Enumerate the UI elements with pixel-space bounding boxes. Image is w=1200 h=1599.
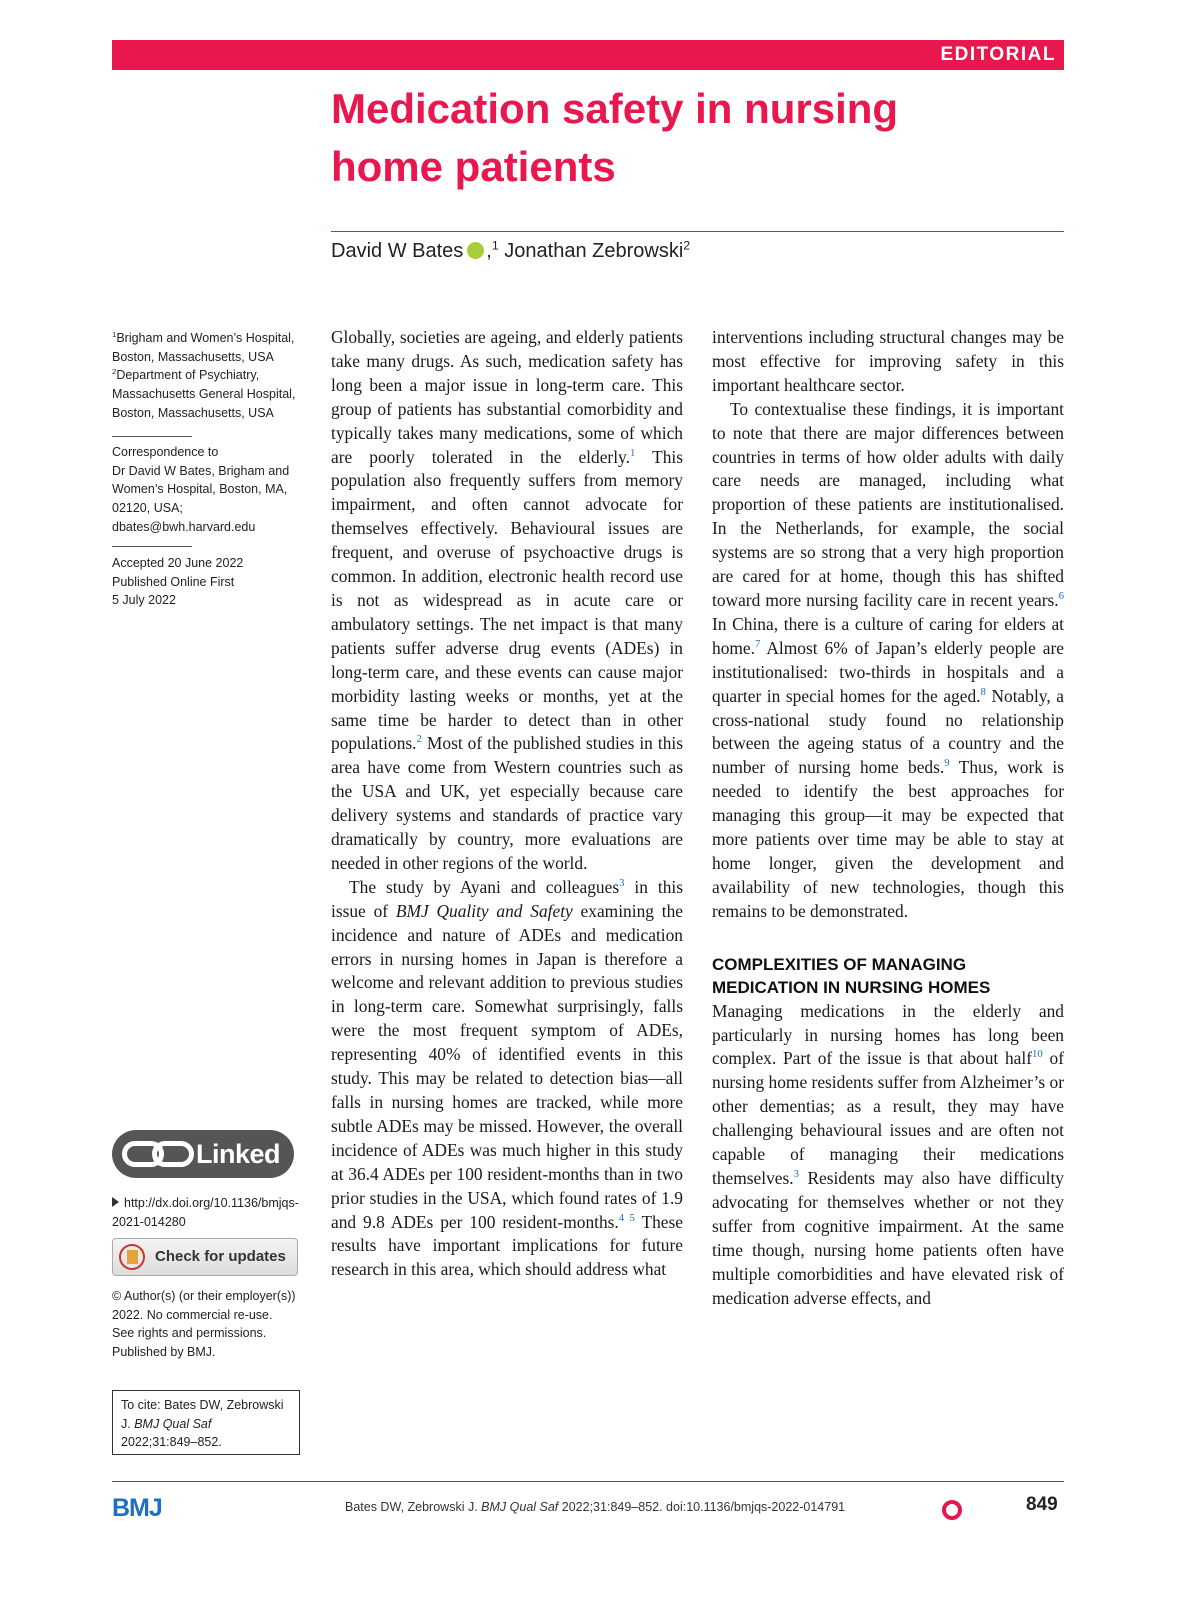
publisher-mark-icon [942, 1498, 1014, 1522]
footer-cite-prefix: Bates DW, Zebrowski J. [345, 1500, 478, 1514]
text-run: Almost 6% of Japan’s elderly people are institutionalised: two-thirds in hospitals and a quarter in special homes for the aged. [712, 637, 1064, 706]
affiliation-1 [112, 329, 302, 366]
text-run: Thus, work is needed to identify the best approaches for managing this group—it may be expected that more patients over time may be able to stay at home longer, given the development and availability of new technologies, though this remains to be demonstrated. [712, 757, 1064, 921]
chain-link-icon [122, 1141, 194, 1167]
copyright-notice: © Author(s) (or their employer(s)) 2022. No commercial re-use. See rights and permissions. Published by BMJ. [112, 1289, 296, 1360]
reference-link[interactable]: 4 5 [618, 1211, 635, 1224]
text-run: in this issue of [331, 876, 683, 921]
cite-suffix: 2022;31:849–852. [121, 1435, 222, 1450]
linked-badge[interactable] [112, 1130, 294, 1178]
paragraph-continued: interventions including structural changes may be most effective for improving safety in this important healthcare sector. [712, 327, 1064, 395]
reference-link[interactable]: 8 [980, 685, 986, 698]
check-for-updates-button[interactable] [112, 1238, 298, 1276]
heading-line: COMPLEXITIES OF MANAGING [712, 954, 967, 974]
sidebar-divider [112, 546, 192, 547]
reference-link[interactable]: 2 [416, 733, 422, 746]
body-column-1 [331, 326, 683, 1282]
author-2-affiliation: 2 [683, 238, 691, 253]
cite-journal: BMJ Qual Saf [134, 1416, 212, 1431]
reference-link[interactable]: 6 [1058, 590, 1064, 603]
affiliation-2-number: 2 [112, 367, 117, 377]
check-for-updates-label: Check for updates [155, 1248, 286, 1265]
footer-cite-suffix: 2022;31:849–852. doi:10.1136/bmjqs-2022-014791 [561, 1500, 846, 1514]
paragraph-complexities [712, 1000, 1064, 1311]
sidebar-divider [112, 436, 192, 437]
text-run: examining the incidence and nature of ADEs and medication errors in nursing homes in Japan is therefore a welcome and relevant addition to previous studies in long-term care. Somewhat surprisingly, falls were the most frequent symptom of ADEs, representing 40% of identified events in this study. This may be related to detection bias—all falls in nursing homes are tracked, while more subtle ADEs may be missed. However, the overall incidence of ADEs was much higher in this study at 36.4 ADEs per 100 resident-months than in two prior studies in the USA, which found rates of 1.9 and 9.8 ADEs per 100 resident-months. [331, 900, 683, 1232]
article-title [331, 80, 1031, 196]
reference-link[interactable]: 9 [944, 757, 950, 770]
section-heading [712, 953, 1064, 999]
title-line-2: home patients [331, 143, 616, 190]
author-list: David W Bates ,$^1$ Jonathan Zebrowski$^2$ [331, 238, 691, 262]
cite-prefix: To cite: Bates DW, Zebrowski J. [121, 1398, 284, 1431]
affiliation-1-text: Brigham and Women’s Hospital, Boston, Massachusetts, USA [112, 331, 295, 364]
page-number: 849 [1026, 1494, 1058, 1515]
text-run: Managing medications in the elderly and particularly in nursing homes has long been complex. Part of the issue is that about half [712, 1000, 1064, 1069]
correspondence-heading: Correspondence to [112, 445, 219, 459]
reference-link[interactable]: 3 [793, 1168, 800, 1181]
text-run: These results have important implications for future research in this area, which should address what [331, 1211, 684, 1280]
text-run: This population also frequently suffers from memory impairment, and often cannot advocate for themselves effectively. Behavioural issues are frequent, and overuse of psychoactive drugs is common. In addition, electronic health record use is not as widespread as in acute care or ambulatory settings. The net impact is that many patients suffer adverse drug events (ADEs) in long-term care, and these events can cause major morbidity lasting weeks or months, yet at the same time be harder to detect than in other populations. [331, 446, 684, 754]
published-date: 5 July 2022 [112, 593, 176, 608]
heading-line: MEDICATION IN NURSING HOMES [712, 977, 991, 997]
text-run: Most of the published studies in this area have come from Western countries such as the USA and UK, yet especially because care delivery systems and standards of practice vary dramatically by country, more evaluations are needed in other regions of the world. [331, 733, 683, 873]
footer-citation [345, 1500, 845, 1514]
paragraph-intro [331, 326, 683, 876]
affiliation-2 [112, 366, 302, 422]
reference-link[interactable]: 7 [754, 637, 761, 650]
published-online-label: Published Online First [112, 574, 235, 589]
reference-link[interactable]: 1 [629, 446, 636, 459]
text-run: Residents may also have difficulty advocating for themselves whether or not they suffer from cognitive impairment. At the same time though, nursing home patients often have multiple comorbidities and have elevated risk of medication adverse effects, and [712, 1168, 1064, 1308]
text-run: Notably, a cross-national study found no relationship between the ageing status of a country and the number of nursing home beds. [712, 685, 1064, 778]
section-banner [112, 40, 1064, 70]
text-run: of nursing home residents suffer from Alzheimer’s or other dementias; as a result, they may have challenging behavioural issues and are often not capable of managing their medications themselves. [712, 1048, 1064, 1188]
correspondence-text[interactable]: Dr David W Bates, Brigham and Women’s Hospital, Boston, MA, 02120, USA; dbates@bwh.harvard.edu [112, 463, 290, 534]
footer-cite-journal: BMJ Qual Saf [481, 1500, 559, 1514]
text-run: The study by Ayani and colleagues [349, 876, 620, 897]
author-1[interactable]: David W Bates [331, 240, 464, 262]
affiliation-2-text: Department of Psychiatry, Massachusetts General Hospital, Boston, Massachusetts, USA [112, 368, 296, 420]
reference-link[interactable]: 10 [1032, 1048, 1043, 1061]
footer-divider [112, 1481, 1064, 1482]
publication-dates [112, 554, 302, 610]
section-label: EDITORIAL [940, 44, 1056, 65]
accepted-date: Accepted 20 June 2022 [112, 556, 244, 570]
affiliations [112, 329, 302, 423]
paragraph-context [712, 398, 1064, 924]
orcid-icon[interactable] [467, 242, 484, 259]
correspondence [112, 443, 302, 537]
title-line-1: Medication safety in nursing [331, 85, 899, 132]
linked-doi-link[interactable]: http://dx.doi.org/10.1136/bmjqs-2021-014280 [112, 1196, 299, 1229]
linked-article-doi [112, 1194, 302, 1232]
text-run: Globally, societies are ageing, and elderly patients take many drugs. As such, medication safety has long been a major issue in long-term care. This group of patients has substantial comorbidity and typically takes many medications, some of which are poorly tolerated in the elderly. [331, 327, 683, 467]
text-run: In China, there is a culture of caring for elders at home. [712, 613, 1064, 658]
bookmark-icon [119, 1244, 145, 1270]
author-2[interactable]: Jonathan Zebrowski [504, 240, 684, 262]
journal-name: BMJ Quality and Safety [395, 900, 573, 921]
reference-link[interactable]: 3 [619, 877, 625, 890]
bmj-logo: BMJ [112, 1494, 162, 1522]
title-divider [331, 231, 1064, 232]
text-run: To contextualise these findings, it is important to note that there are major differences between countries in terms of how older adults with daily care needs are managed, including what proportion of these patients are institutionalised. In the Netherlands, for example, the social systems are so strong that a very high proportion are cared for at home, though this has shifted toward more nursing facility care in recent years. [712, 398, 1064, 610]
arrow-right-icon [112, 1197, 119, 1207]
affiliation-1-number: 1 [112, 329, 117, 339]
author-1-affiliation: 1 [491, 238, 499, 253]
paragraph-study [331, 876, 683, 1282]
body-column-2 [712, 326, 1064, 1310]
linked-label: Linked [196, 1139, 281, 1169]
citation-box [112, 1390, 300, 1455]
